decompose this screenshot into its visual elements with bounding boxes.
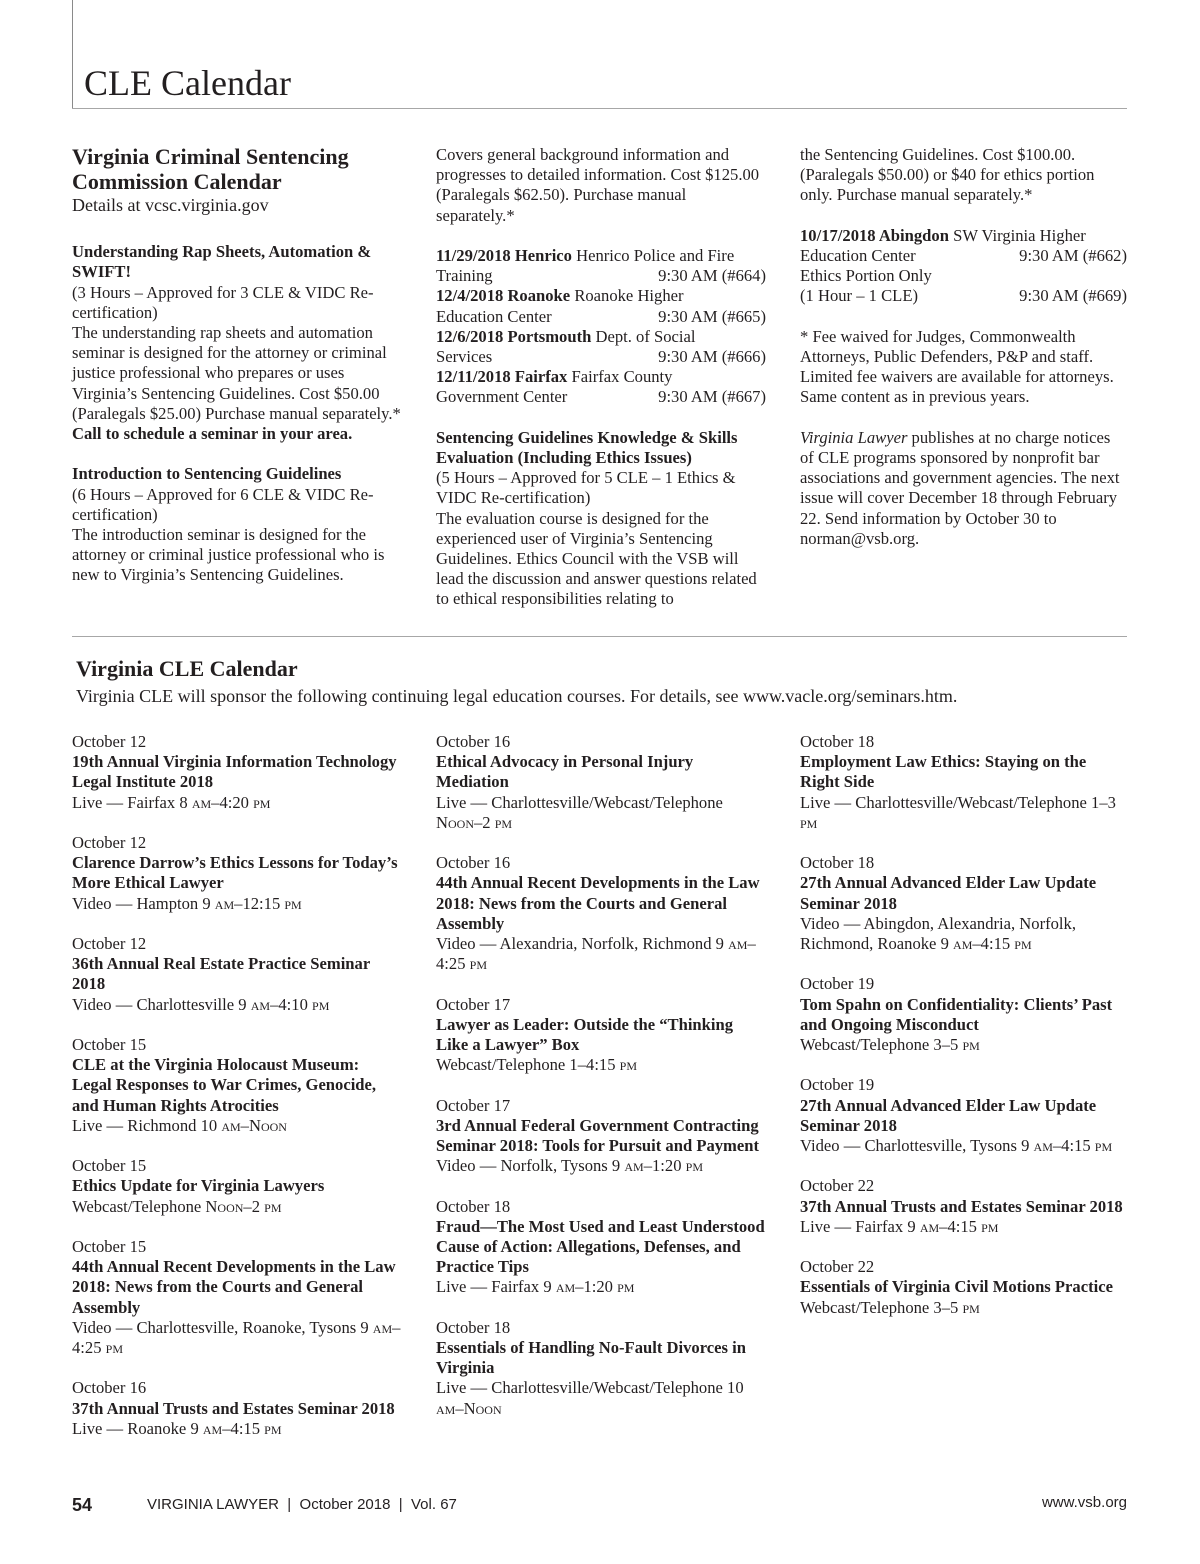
event-date: October 22: [800, 1176, 875, 1196]
section-divider: [72, 636, 1127, 637]
event-date: October 18: [436, 1317, 511, 1337]
vcle-column-3: [800, 732, 1130, 1338]
event-title: 37th Annual Trusts and Estates Seminar 2018: [72, 1398, 395, 1418]
event-title: 37th Annual Trusts and Estates Seminar 2018: [800, 1196, 1123, 1216]
event-date: October 12: [72, 934, 147, 953]
event-location: Video — Abingdon, Alexandria, Norfolk, Richmond, Roanoke: [800, 913, 1076, 954]
event-listing: [436, 1096, 766, 1177]
event-listing: [436, 732, 766, 833]
event-location-time: [800, 1035, 1130, 1055]
event-listing: [800, 1257, 1130, 1318]
event-location-time: [436, 934, 766, 974]
ethics-portion-hours: (1 Hour – 1 CLE): [800, 286, 918, 306]
header-divider: [72, 108, 1127, 109]
rap-sheets-call: Call to schedule a seminar in your area.: [72, 424, 353, 444]
vcle-column-1: [72, 732, 402, 1459]
event-location-time: [72, 894, 402, 914]
session-date: 12/4/2018 Roanoke: [436, 286, 571, 306]
magazine-credit-text: VIRGINIA LAWYER | October 2018 | Vol. 67: [147, 1496, 457, 1513]
event-time: 10 am–Noon: [200, 1115, 287, 1135]
intro-guidelines-heading: Introduction to Sentencing Guidelines: [72, 464, 342, 484]
event-time: 3–5 pm: [933, 1035, 980, 1055]
event-title: Essentials of Handling No-Fault Divorces in Virginia: [436, 1338, 746, 1378]
fee-waiver-note: * Fee waived for Judges, Commonwealth Attorneys, Public Defenders, P&P and staff. Limited fee waivers are available for attorneys. Same content as in previous years.: [800, 326, 1114, 407]
event-time: 9 am–4:25 pm: [72, 1317, 401, 1358]
event-location: Live — Fairfax: [436, 1277, 544, 1297]
event-date: October 15: [72, 1035, 147, 1054]
intro-guidelines-hours: (6 Hours – Approved for 6 CLE & VIDC Re-certification): [72, 484, 374, 524]
event-title: 44th Annual Recent Developments in the Law 2018: News from the Courts and General Assembly: [436, 873, 760, 933]
event-date: October 18: [800, 732, 875, 751]
event-location: Webcast/Telephone: [436, 1055, 570, 1075]
event-title: 27th Annual Advanced Elder Law Update Seminar 2018: [800, 1095, 1097, 1135]
rap-sheets-heading: Understanding Rap Sheets, Automation & SWIFT!: [72, 242, 372, 282]
event-location-time: [800, 1136, 1130, 1156]
page-title: CLE Calendar: [84, 63, 291, 103]
event-time: 1–4:15 pm: [569, 1055, 638, 1075]
session-time: 9:30 AM (#664): [658, 266, 766, 286]
event-location-time: [800, 914, 1130, 954]
session-abingdon: [800, 226, 1127, 307]
event-time: 9 am–12:15 pm: [202, 893, 302, 913]
session-date: 11/29/2018 Henrico: [436, 246, 572, 265]
event-time: 9 am–4:15 pm: [940, 934, 1032, 954]
virginia-lawyer-note-text: publishes at no charge notices of CLE programs sponsored by nonprofit bar associations and government agencies. The next issue will cover December 18 through February 22. Send information by October 30 to norman@vsb.org.: [800, 427, 1120, 548]
event-location-time: [800, 1298, 1130, 1318]
event-location-time: [72, 1116, 402, 1136]
event-location: Video — Charlottesville, Roanoke, Tysons: [72, 1317, 361, 1337]
event-date: October 22: [800, 1257, 875, 1277]
event-listing: [800, 1176, 1130, 1237]
knowledge-skills-heading: Sentencing Guidelines Knowledge & Skills Evaluation (Including Ethics Issues): [436, 427, 738, 468]
event-title: Clarence Darrow’s Ethics Lessons for Today’s More Ethical Lawyer: [72, 853, 398, 893]
event-location: Live — Charlottesville/Webcast/Telephone: [436, 1378, 728, 1398]
event-location-time: [800, 1217, 1130, 1237]
event-listing: [436, 1197, 766, 1298]
event-location-time: [436, 1156, 766, 1176]
event-title: 36th Annual Real Estate Practice Seminar 2018: [72, 954, 370, 994]
event-listing: [72, 833, 402, 914]
event-location: Live — Fairfax: [72, 792, 180, 812]
knowledge-skills-continued: the Sentencing Guidelines. Cost $100.00. (Paralegals $50.00) or $40 for ethics portion only. Purchase manual separately.*: [800, 145, 1095, 205]
event-title: 27th Annual Advanced Elder Law Update Seminar 2018: [800, 873, 1097, 913]
event-date: October 17: [436, 994, 511, 1014]
event-location-time: [72, 1318, 402, 1358]
virginia-lawyer-note: [800, 428, 1127, 549]
vcsc-details-link[interactable]: Details at vcsc.virginia.gov: [72, 195, 269, 215]
event-time: 9 am–1:20 pm: [611, 1156, 703, 1176]
header-vertical-rule: [72, 0, 73, 108]
event-location: Webcast/Telephone: [800, 1035, 934, 1055]
event-listing: [72, 1035, 402, 1136]
event-title: Employment Law Ethics: Staying on the Right Side: [800, 752, 1087, 792]
event-title: Lawyer as Leader: Outside the “Thinking Like a Lawyer” Box: [436, 1014, 734, 1055]
session-date: 12/6/2018 Portsmouth: [436, 326, 592, 346]
event-location-time: [436, 1378, 766, 1418]
event-date: October 18: [436, 1196, 511, 1216]
session-venue-cont: Services: [436, 347, 493, 367]
session-venue: Roanoke Higher: [574, 286, 684, 306]
session-fairfax: [436, 367, 766, 407]
event-location: Webcast/Telephone: [72, 1196, 206, 1216]
vcsc-column-3: [800, 145, 1127, 549]
event-location: Live — Fairfax: [800, 1216, 908, 1236]
session-time: 9:30 AM (#667): [658, 387, 766, 407]
event-title: Tom Spahn on Confidentiality: Clients’ Past and Ongoing Misconduct: [800, 994, 1113, 1034]
vcle-column-2: [436, 732, 766, 1439]
event-location: Video — Charlottesville, Tysons: [800, 1136, 1022, 1156]
event-location: Webcast/Telephone: [800, 1297, 934, 1317]
session-venue-cont: Government Center: [436, 387, 568, 407]
event-listing: [72, 934, 402, 1015]
event-title: Fraud—The Most Used and Least Understood Cause of Action: Allegations, Defenses, and Practice Tips: [436, 1216, 765, 1277]
event-date: October 16: [436, 853, 511, 873]
event-date: October 18: [800, 853, 875, 873]
vcsc-column-2: [436, 145, 766, 610]
session-time: 9:30 AM (#662): [1019, 246, 1127, 265]
event-title: CLE at the Virginia Holocaust Museum: Legal Responses to War Crimes, Genocide, and Human Rights Atrocities: [72, 1055, 377, 1115]
event-title: 3rd Annual Federal Government Contracting Seminar 2018: Tools for Pursuit and Payment: [436, 1115, 759, 1156]
session-roanoke: [436, 286, 766, 326]
event-location-time: [72, 1419, 402, 1439]
session-venue-cont: Training: [436, 266, 493, 286]
session-time: 9:30 AM (#665): [658, 306, 766, 326]
event-title: 19th Annual Virginia Information Technology Legal Institute 2018: [72, 752, 397, 792]
event-time: 1–3 pm: [800, 792, 1116, 832]
event-time: 8 am–4:20 pm: [179, 792, 271, 812]
event-location: Video — Norfolk, Tysons: [436, 1156, 612, 1176]
session-venue-cont: Education Center: [436, 306, 552, 326]
session-time: 9:30 AM (#666): [658, 347, 766, 367]
event-location-time: [800, 793, 1130, 833]
rap-sheets-description: [72, 323, 402, 444]
event-location: Video — Hampton: [72, 893, 203, 913]
event-location-time: [72, 995, 402, 1015]
event-listing: [72, 732, 402, 813]
event-listing: [800, 974, 1130, 1055]
event-time: Noon–2 pm: [205, 1196, 282, 1216]
session-venue: Fairfax County: [571, 367, 673, 387]
session-date: 10/17/2018 Abingdon: [800, 225, 949, 245]
event-listing: [436, 995, 766, 1076]
event-location-time: [436, 793, 766, 833]
event-listing: [72, 1237, 402, 1358]
event-location: Live — Richmond: [72, 1115, 201, 1135]
event-location: Video — Alexandria, Norfolk, Richmond: [436, 934, 716, 954]
intro-guidelines-description: The introduction seminar is designed for the attorney or criminal justice professional who is new to Virginia’s Sentencing Guidelines.: [72, 525, 385, 585]
event-location-time: [72, 1197, 402, 1217]
event-date: October 16: [436, 732, 511, 751]
vcle-intro: Virginia CLE will sponsor the following continuing legal education courses. For details, see www.vacle.org/seminars.htm.: [76, 686, 958, 706]
intro-guidelines-continued: Covers general background information and progresses to detailed information. Cost $125.00 (Paralegals $62.50). Purchase manual separately.*: [436, 145, 760, 225]
magazine-credit: [147, 1495, 457, 1515]
event-date: October 19: [800, 974, 875, 994]
footer-website-link[interactable]: www.vsb.org: [1041, 1494, 1127, 1511]
session-venue: Henrico Police and Fire: [576, 246, 735, 265]
event-listing: [436, 853, 766, 974]
event-title: Essentials of Virginia Civil Motions Practice: [800, 1277, 1113, 1297]
event-listing: [436, 1318, 766, 1419]
session-venue: Dept. of Social: [595, 326, 696, 346]
event-title: 44th Annual Recent Developments in the Law 2018: News from the Courts and General Assembly: [72, 1257, 396, 1317]
session-portsmouth: [436, 327, 766, 367]
event-location-time: [436, 1055, 766, 1075]
event-time: 9 am–4:10 pm: [238, 994, 330, 1014]
rap-sheets-desc-text: The understanding rap sheets and automation seminar is designed for the attorney or criminal justice professional who prepares or uses Virginia’s Sentencing Guidelines. Cost $50.00 (Paralegals $25.00) Purchase manual separately.*: [72, 323, 401, 423]
event-listing: [800, 1075, 1130, 1156]
ethics-portion-time: 9:30 AM (#669): [1019, 286, 1127, 306]
vcsc-column-1: [72, 145, 402, 586]
event-location: Live — Roanoke: [72, 1418, 191, 1438]
knowledge-skills-hours: (5 Hours – Approved for 5 CLE – 1 Ethics & VIDC Re-certification): [436, 468, 736, 508]
knowledge-skills-description: The evaluation course is designed for the experienced user of Virginia’s Sentencing Guidelines. Ethics Council with the VSB will lead the discussion and answer questions related to ethical responsibilities relating to: [436, 508, 757, 609]
ethics-portion-label: Ethics Portion Only: [800, 266, 932, 286]
rap-sheets-hours: (3 Hours – Approved for 3 CLE & VIDC Re-certification): [72, 282, 374, 322]
session-date: 12/11/2018 Fairfax: [436, 367, 568, 387]
event-title: Ethical Advocacy in Personal Injury Mediation: [436, 752, 694, 792]
event-time: 10 am–Noon: [436, 1378, 744, 1418]
event-location-time: [436, 1277, 766, 1297]
event-time: 9 am–4:15 pm: [1021, 1136, 1113, 1156]
session-venue: SW Virginia Higher: [953, 225, 1086, 245]
event-location: Live — Charlottesville/Webcast/Telephone: [436, 792, 723, 812]
event-time: 9 am–1:20 pm: [543, 1277, 635, 1297]
event-time: 9 am–4:15 pm: [190, 1418, 282, 1438]
event-date: October 19: [800, 1075, 875, 1095]
publication-name: Virginia Lawyer: [800, 427, 908, 447]
event-listing: [800, 732, 1130, 833]
event-time: 9 am–4:15 pm: [907, 1216, 999, 1236]
vcsc-title: Virginia Criminal Sentencing Commission Calendar: [72, 144, 349, 194]
event-time: 3–5 pm: [933, 1297, 980, 1317]
event-date: October 15: [72, 1237, 147, 1256]
session-venue-cont: Education Center: [800, 246, 916, 265]
event-location: Live — Charlottesville/Webcast/Telephone: [800, 792, 1092, 812]
event-date: October 12: [72, 732, 147, 751]
event-date: October 16: [72, 1378, 147, 1398]
event-location-time: [72, 793, 402, 813]
vcle-title: Virginia CLE Calendar: [76, 656, 298, 681]
event-time: 9 am–4:25 pm: [436, 934, 756, 974]
event-listing: [72, 1156, 402, 1217]
event-date: October 12: [72, 833, 147, 852]
event-title: Ethics Update for Virginia Lawyers: [72, 1176, 325, 1196]
event-listing: [800, 853, 1130, 954]
event-location: Video — Charlottesville: [72, 994, 239, 1014]
event-date: October 17: [436, 1095, 511, 1115]
session-henrico: [436, 246, 766, 286]
page-number: 54: [72, 1495, 93, 1515]
event-date: October 15: [72, 1156, 147, 1176]
event-listing: [72, 1378, 402, 1439]
event-time: Noon–2 pm: [436, 812, 513, 832]
